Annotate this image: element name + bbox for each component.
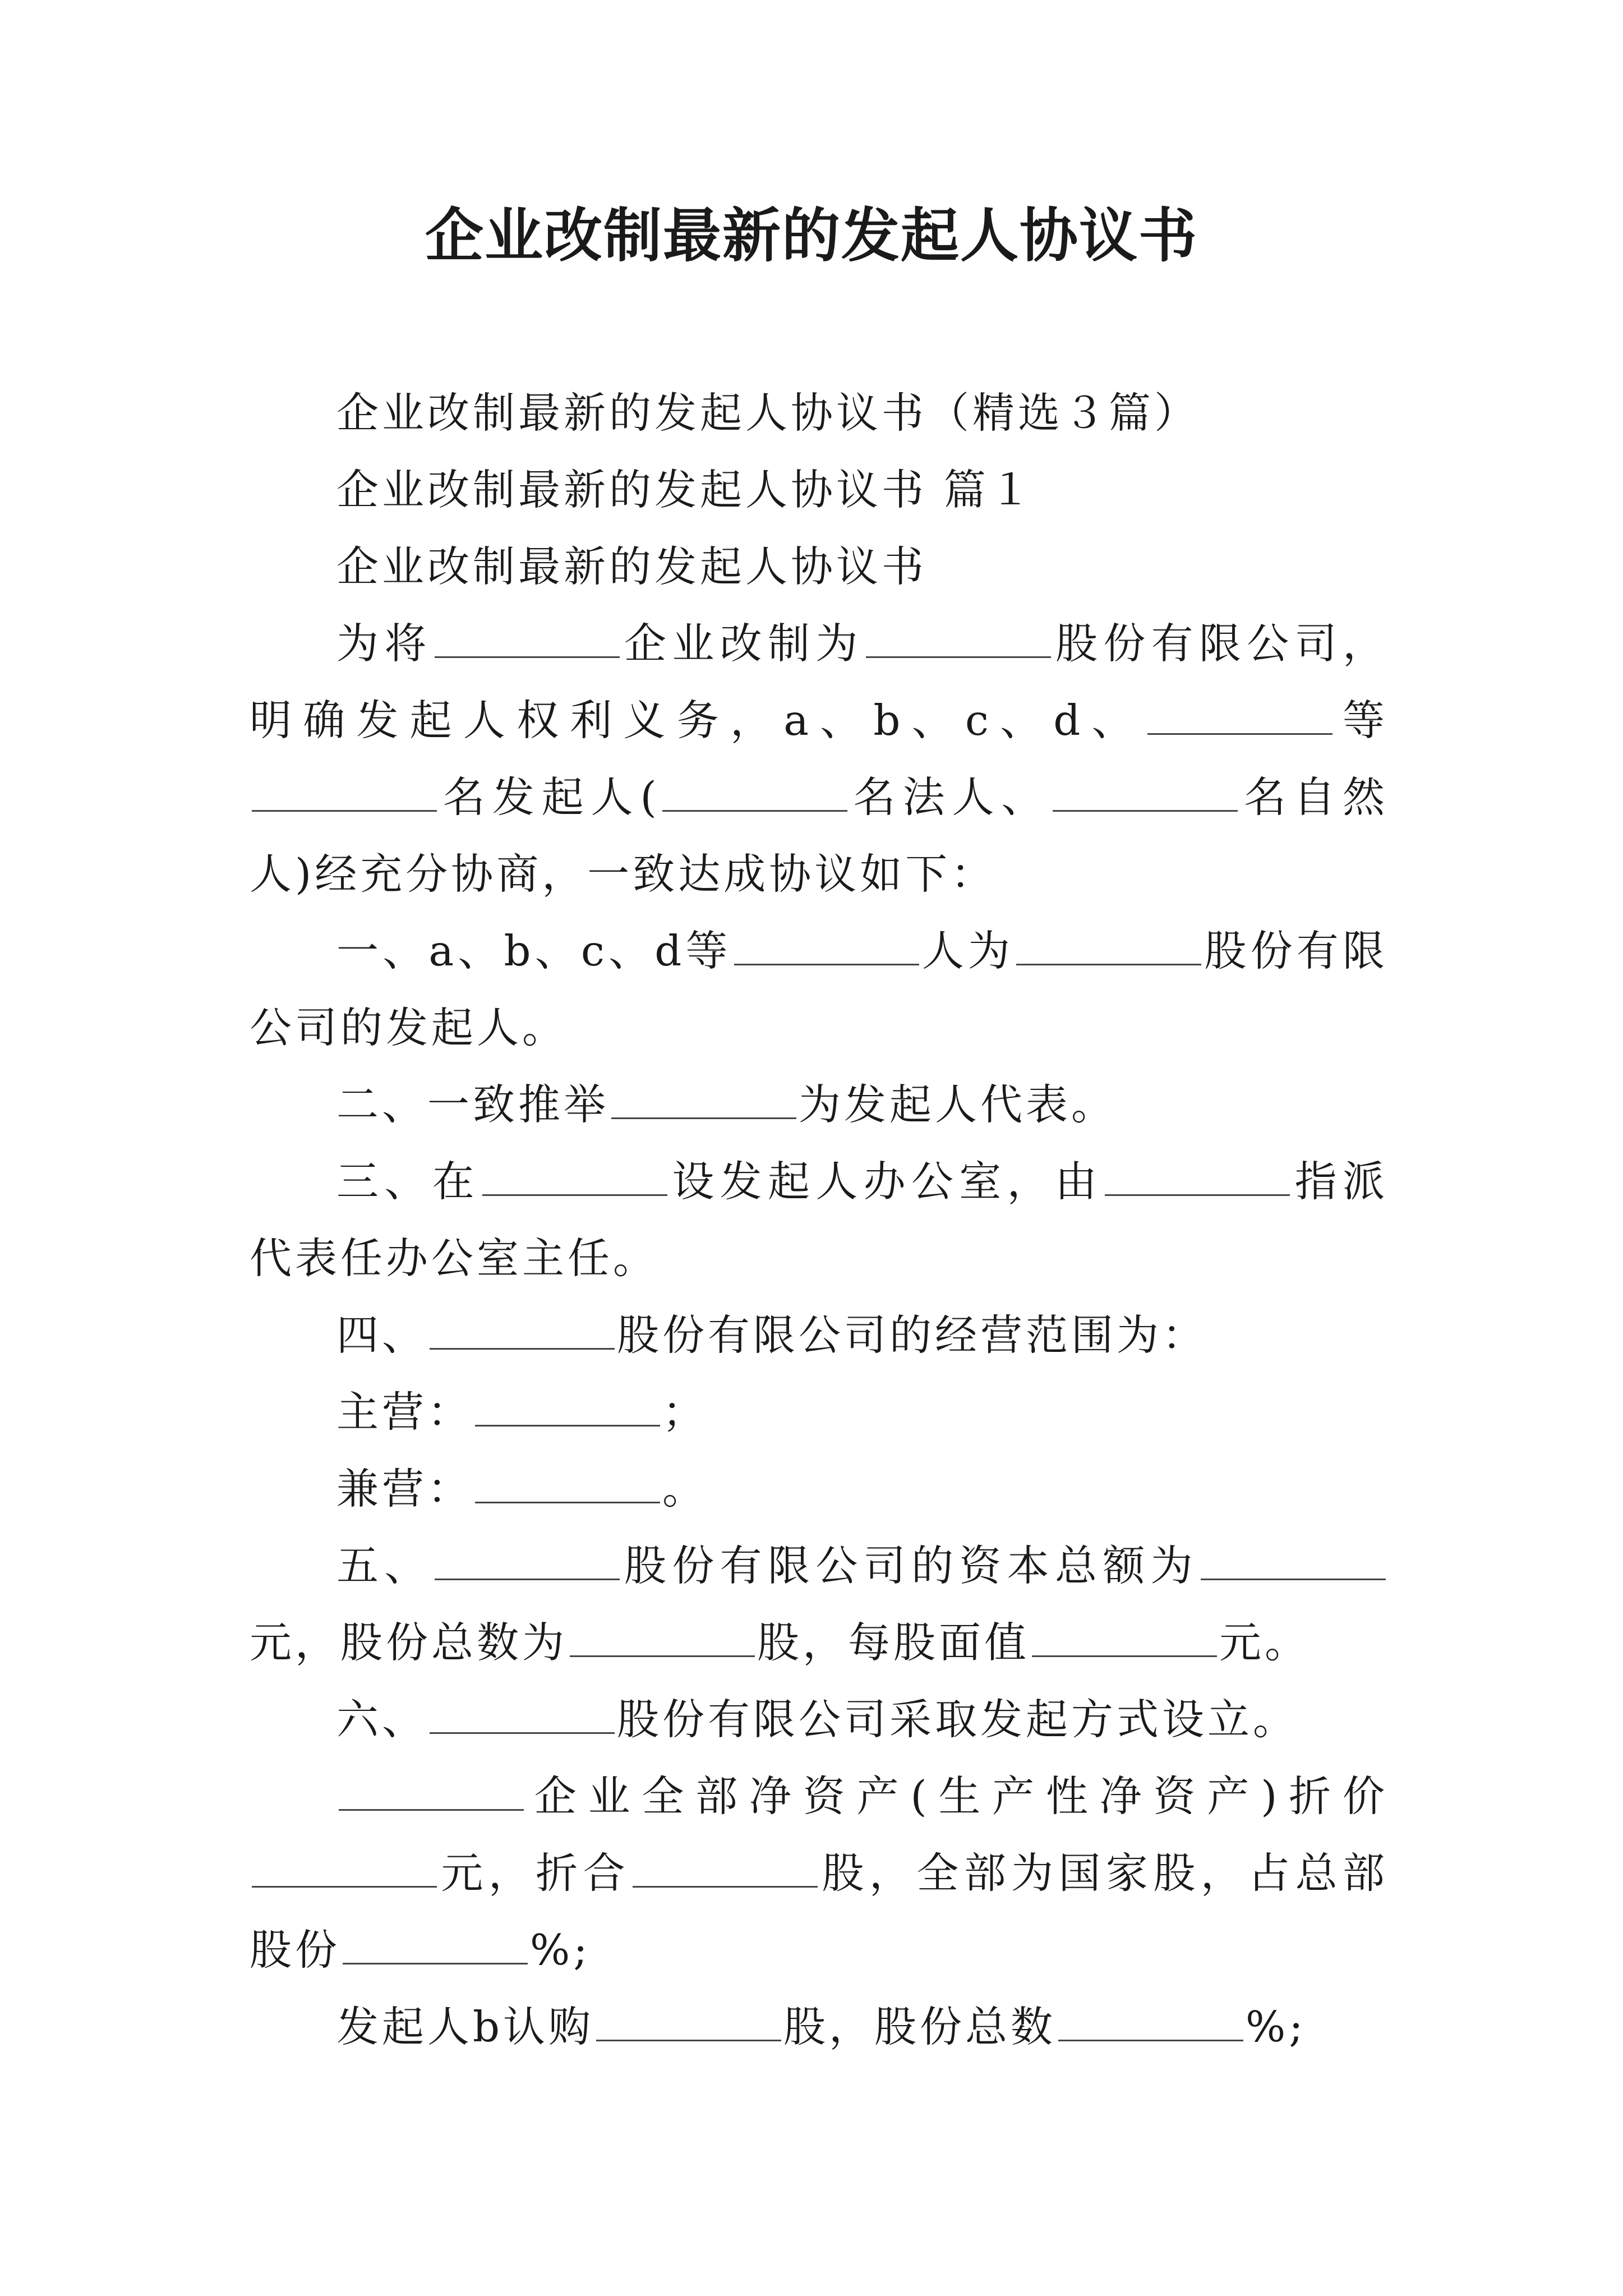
paragraph-text: 企业改制最新的发起人协议书（精选３篇） [336,388,1200,438]
fill-in-blank [1147,698,1332,735]
paragraph-text: 。 [662,1464,708,1513]
fill-in-blank [475,1467,660,1503]
paragraph-text: 设发起人办公室，由 [670,1157,1103,1206]
paragraph-text: 企业改制最新的发起人协议书 篇１ [336,465,1035,514]
fill-in-blank [252,775,437,812]
fill-in-blank [662,775,847,812]
paragraph-p11 [250,1527,1388,1681]
paragraph-text: 名自然人)经充分协商，一致达成协议如下： [250,772,1388,899]
paragraph-p5 [250,913,1388,1066]
fill-in-blank [339,1774,524,1811]
fill-in-blank [570,1621,755,1657]
fill-in-blank [1016,929,1201,965]
paragraph-text: 指派代表任办公室主任。 [250,1157,1388,1283]
fill-in-blank [1058,2005,1243,2041]
document-body [250,375,1388,2065]
paragraph-text: 名发起人( [439,772,660,822]
paragraph-text: 二、一致推举 [336,1080,610,1129]
paragraph-p9 [250,1374,1388,1451]
fill-in-blank [430,1313,615,1350]
document-title: 企业改制最新的发起人协议书 [425,201,1198,270]
paragraph-text: 主营： [336,1387,473,1437]
paragraph-text: 发起人b认购 [336,2002,594,2051]
paragraph-text: 为将 [336,619,432,668]
fill-in-blank [252,1851,437,1888]
fill-in-blank [343,1928,528,1964]
paragraph-text: 股份有限公司的资本总额为 [621,1541,1198,1590]
paragraph-text: 元，股份总数为 [250,1618,568,1667]
fill-in-blank [430,1697,615,1734]
paragraph-text: 人为 [921,926,1015,976]
paragraph-text: 元，折合 [439,1848,631,1898]
paragraph-text: 五、 [336,1541,432,1590]
paragraph-text: 等 [1334,696,1388,745]
paragraph-p12 [250,1681,1388,1758]
paragraph-p6 [250,1066,1388,1143]
paragraph-text: 企业全部净资产(生产性净资产)折价 [526,1772,1388,1821]
paragraph-text: 名法人、 [849,772,1051,822]
paragraph-text: ； [662,1387,708,1437]
paragraph-p2 [250,452,1388,528]
fill-in-blank [475,1390,660,1427]
paragraph-text: 股份有限公司的经营范围为： [617,1310,1208,1360]
fill-in-blank [633,1851,818,1888]
paragraph-p8 [250,1297,1388,1374]
paragraph-p3 [250,528,1388,605]
paragraph-p14 [250,1989,1388,2065]
paragraph-text: 为发起人代表。 [799,1080,1117,1129]
paragraph-text: 元。 [1219,1618,1311,1667]
paragraph-text: 兼营： [336,1464,473,1513]
fill-in-blank [1053,775,1238,812]
fill-in-blank [611,1083,796,1119]
paragraph-text: 股份有限公司，明确发起人权利义务，a、b、c、d、 [250,619,1388,745]
fill-in-blank [1105,1159,1290,1196]
paragraph-text: 三、在 [336,1157,480,1206]
fill-in-blank [734,929,919,965]
fill-in-blank [596,2005,781,2041]
paragraph-p4 [250,605,1388,913]
paragraph-text: 股，全部为国家股，占总部股份 [250,1848,1388,1975]
paragraph-text: 股份有限公司采取发起方式设立。 [617,1695,1299,1744]
paragraph-text: 六、 [336,1695,428,1744]
paragraph-text: 股，每股面值 [757,1618,1030,1667]
fill-in-blank [866,622,1051,658]
paragraph-p10 [250,1451,1388,1527]
paragraph-p1 [250,375,1388,452]
paragraph-text: %; [530,1925,591,1975]
paragraph-text: 企业改制最新的发起人协议书 [336,542,928,591]
paragraph-text: 企业改制为 [621,619,864,668]
paragraph-p13 [250,1758,1388,1989]
fill-in-blank [435,622,620,658]
paragraph-text: 股，股份总数 [783,2002,1057,2051]
paragraph-text: 四、 [336,1310,428,1360]
paragraph-text: 股份有限公司的发起人。 [250,926,1388,1052]
fill-in-blank [1032,1621,1217,1657]
paragraph-text: 一、a、b、c、d等 [336,926,732,976]
fill-in-blank [1201,1544,1386,1580]
paragraph-p7 [250,1143,1388,1297]
paragraph-text: %; [1246,2002,1307,2051]
fill-in-blank [482,1159,667,1196]
fill-in-blank [435,1544,620,1580]
